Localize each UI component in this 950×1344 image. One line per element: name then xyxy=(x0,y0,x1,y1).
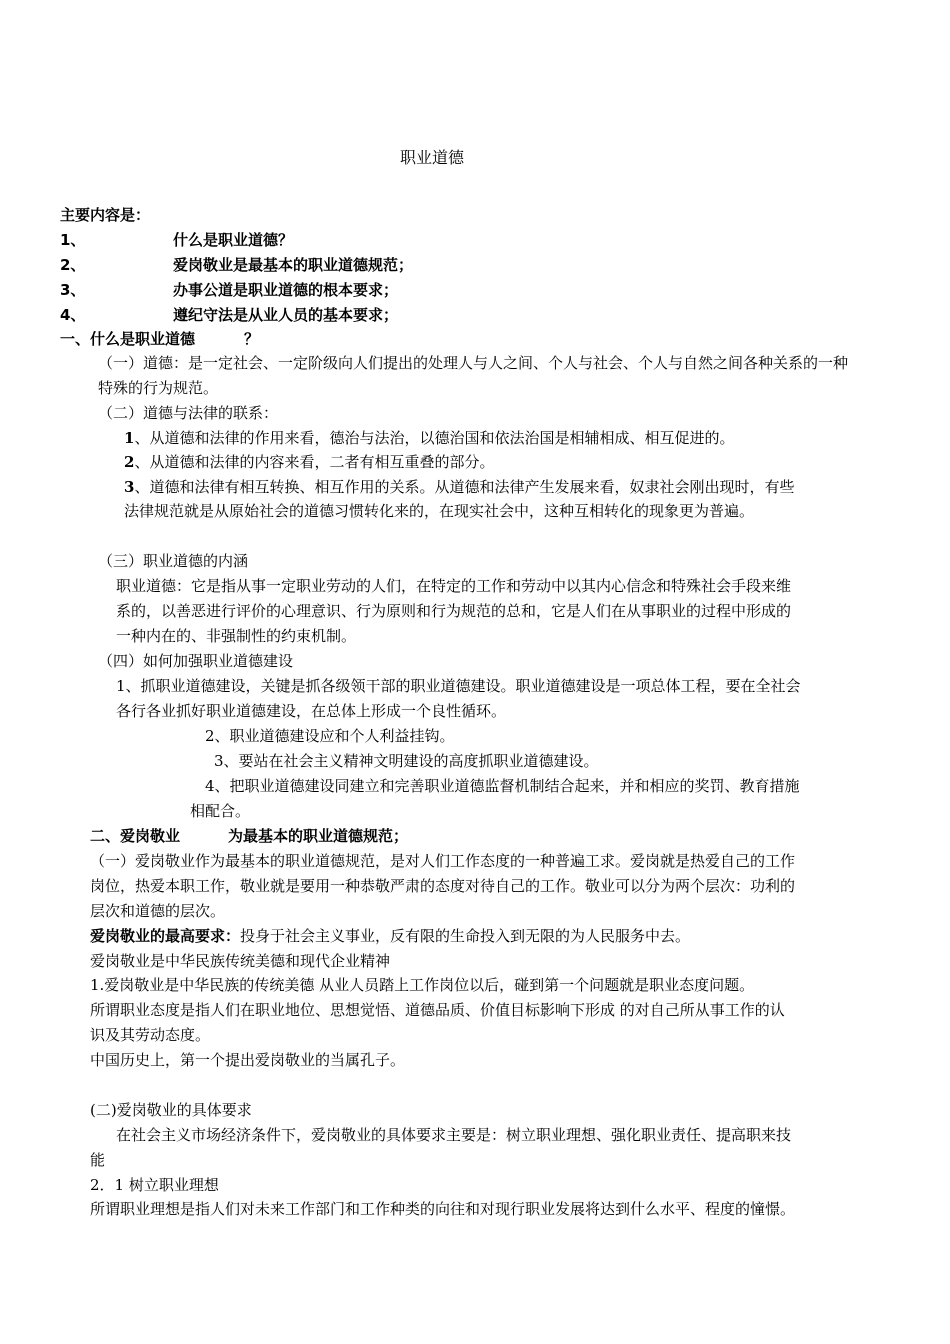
doc-title: 职业道德 xyxy=(400,148,465,167)
dedication-line-1: （一）爱岗敬业作为最基本的职业道德规范，是对人们工作态度的一种普遍工求。爱岗就是热爱自己的工作 xyxy=(90,852,796,870)
section1-heading-mark: ？ xyxy=(244,330,260,348)
toc-num-4: 4、 xyxy=(60,306,86,324)
attitude-line-2: 识及其劳动态度。 xyxy=(90,1026,211,1044)
toc-item-2: 爱岗敬业是最基本的职业道德规范； xyxy=(173,256,414,274)
ideal-definition: 所谓职业理想是指人们对未来工作部门和工作种类的向往和对现行职业发展将达到什么水平、程度的憧憬。 xyxy=(90,1200,796,1218)
dedication-line-2: 岗位，热爱本职工作，敬业就是要用一种恭敬严肃的态度对待自己的工作。敬业可以分为两个层次：功利的 xyxy=(90,877,796,895)
item-text: 、道德和法律有相互转换、相互作用的关系。从道德和法律产生发展来看，奴隶社会刚出现时，有些 xyxy=(134,478,795,496)
requirements-line-1: 在社会主义市场经济条件下，爱岗敬业的具体要求主要是：树立职业理想、强化职业责任、提高职来技 xyxy=(116,1126,792,1144)
connotation-line-2: 系的，以善恶进行评价的心理意识、行为原则和行为规范的总和，它是人们在从事职业的过程中形成的 xyxy=(116,602,792,620)
subsection-heading: 2．1 树立职业理想 xyxy=(90,1176,219,1194)
moral-law-item-1 xyxy=(124,428,734,448)
intro-label: 主要内容是： xyxy=(60,206,151,224)
attitude-line-1: 所谓职业态度是指人们在职业地位、思想觉悟、道德品质、价值目标影响下形成 的对自己所从事工作的认 xyxy=(90,1001,785,1019)
dedication-line-3: 层次和道德的层次。 xyxy=(90,902,226,920)
section1-heading: 一、什么是职业道德 xyxy=(60,330,196,348)
connotation-line-3: 一种内在的、非强制性的约束机制。 xyxy=(116,627,357,645)
strengthen-item-2: 2、职业道德建设应和个人利益挂钩。 xyxy=(205,727,455,745)
moral-law-heading: （二）道德与法律的联系： xyxy=(98,404,279,422)
toc-item-1: 什么是职业道德？ xyxy=(173,231,294,249)
moral-law-item-3-cont: 法律规范就是从原始社会的道德习惯转化来的，在现实社会中，这种互相转化的现象更为普遍。 xyxy=(124,502,755,520)
section2-heading: 二、爱岗敬业 xyxy=(90,827,181,845)
moral-def-line-2: 特殊的行为规范。 xyxy=(98,379,219,397)
item-text: 、从道德和法律的作用来看，德治与法治，以德治国和依法治国是相辅相成、相互促进的。 xyxy=(134,429,735,447)
highest-requirement xyxy=(90,926,690,946)
toc-item-4: 遵纪守法是从业人员的基本要求； xyxy=(173,306,399,324)
section2-heading-rest: 为最基本的职业道德规范； xyxy=(228,827,409,845)
connotation-line-1: 职业道德：它是指从事一定职业劳动的人们，在特定的工作和劳动中以其内心信念和特殊社会手段来维 xyxy=(116,577,792,595)
item-text: 、从道德和法律的内容来看，二者有相互重叠的部分。 xyxy=(134,453,495,471)
toc-num-3: 3、 xyxy=(60,281,86,299)
strengthen-item-4: 4、把职业道德建设同建立和完善职业道德监督机制结合起来，并和相应的奖罚、教育措施 xyxy=(205,777,800,795)
toc-item-3: 办事公道是职业道德的根本要求； xyxy=(173,281,399,299)
connotation-heading: （三）职业道德的内涵 xyxy=(98,552,249,570)
strengthen-item-4-cont: 相配合。 xyxy=(190,802,251,820)
toc-num-2: 2、 xyxy=(60,256,86,274)
highest-requirement-text: 投身于社会主义事业，反有限的生命投入到无限的为人民服务中去。 xyxy=(240,927,691,945)
item-number: 3 xyxy=(124,478,135,496)
spirit-line: 爱岗敬业是中华民族传统美德和现代企业精神 xyxy=(90,952,391,970)
strengthen-item-1-cont: 各行各业抓好职业道德建设，在总体上形成一个良性循环。 xyxy=(116,702,507,720)
item-number: 2 xyxy=(124,453,135,471)
history-line: 中国历史上，第一个提出爱岗敬业的当属孔子。 xyxy=(90,1051,406,1069)
requirements-line-2: 能 xyxy=(90,1151,106,1169)
toc-num-1: 1、 xyxy=(60,231,86,249)
strengthen-item-1: 1、抓职业道德建设，关键是抓各级领干部的职业道德建设。职业道德建设是一项总体工程，要在全社会 xyxy=(116,677,801,695)
moral-def-line-1: （一）道德：是一定社会、一定阶级向人们提出的处理人与人之间、个人与社会、个人与自然之间各种关系的一种 xyxy=(98,354,849,372)
moral-law-item-3 xyxy=(124,477,794,497)
strengthen-item-3: 3、要站在社会主义精神文明建设的高度抓职业道德建设。 xyxy=(214,752,599,770)
moral-law-item-2 xyxy=(124,452,494,472)
item-number: 1 xyxy=(124,429,135,447)
virtue-line: 1.爱岗敬业是中华民族的传统美德 从业人员踏上工作岗位以后，碰到第一个问题就是职业态度问题。 xyxy=(90,976,755,994)
highest-requirement-label: 爱岗敬业的最高要求： xyxy=(90,927,241,945)
strengthen-heading: （四）如何加强职业道德建设 xyxy=(98,652,294,670)
requirements-heading: (二)爱岗敬业的具体要求 xyxy=(90,1101,252,1119)
